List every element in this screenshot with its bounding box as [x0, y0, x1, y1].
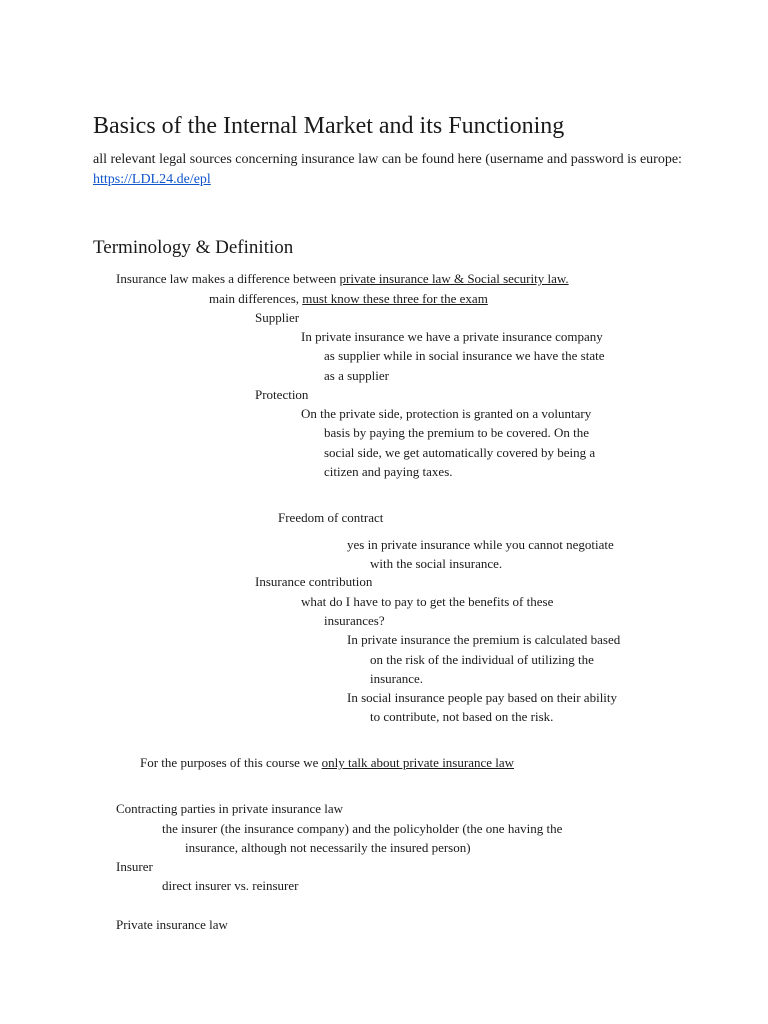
- text-line: [140, 753, 514, 772]
- epl-link[interactable]: https://LDL24.de/epl: [93, 172, 211, 187]
- underlined-text: private insurance law & Social security law.: [339, 271, 569, 286]
- text-line: to contribute, not based on the risk.: [370, 709, 554, 724]
- line-text: main differences,: [209, 291, 303, 306]
- underlined-text: only talk about private insurance law: [321, 755, 515, 770]
- text-line: on the risk of the individual of utilizing the: [370, 652, 594, 667]
- text-line: insurance, although not necessarily the insured person): [185, 840, 471, 855]
- section-heading: Terminology & Definition: [93, 237, 294, 258]
- text-line: with the social insurance.: [370, 556, 503, 571]
- text-line: what do I have to pay to get the benefits of these: [301, 594, 554, 609]
- text-line: basis by paying the premium to be covered. On the: [324, 425, 589, 440]
- list-heading-insurance-contribution: Insurance contribution: [255, 574, 373, 589]
- text-line: insurances?: [324, 613, 385, 628]
- line-text: Insurance law makes a difference between: [116, 271, 340, 286]
- text-line: [209, 289, 488, 308]
- underlined-text: must know these three for the exam: [302, 291, 488, 306]
- text-line: Insurer: [116, 859, 153, 874]
- list-heading-supplier: Supplier: [255, 310, 300, 325]
- text-line: Private insurance law: [116, 917, 228, 932]
- text-line: as a supplier: [324, 368, 389, 383]
- text-line: insurance.: [370, 671, 424, 686]
- text-line: In social insurance people pay based on their ability: [347, 690, 618, 705]
- text-line: In private insurance the premium is calculated based: [347, 632, 621, 647]
- line-text: For the purposes of this course we: [140, 755, 322, 770]
- intro-paragraph: [93, 150, 693, 190]
- text-line: In private insurance we have a private insurance company: [301, 329, 603, 344]
- text-line: Contracting parties in private insurance law: [116, 801, 344, 816]
- text-line: as supplier while in social insurance we have the state: [324, 348, 605, 363]
- text-line: direct insurer vs. reinsurer: [162, 878, 299, 893]
- text-line: On the private side, protection is granted on a voluntary: [301, 406, 592, 421]
- text-line: the insurer (the insurance company) and the policyholder (the one having the: [162, 821, 563, 836]
- text-line: yes in private insurance while you cannot negotiate: [347, 537, 614, 552]
- text-line: citizen and paying taxes.: [324, 464, 453, 479]
- document-title: Basics of the Internal Market and its Functioning: [93, 113, 565, 139]
- list-heading-freedom-of-contract: Freedom of contract: [278, 510, 384, 525]
- intro-text: all relevant legal sources concerning insurance law can be found here (username and password is europe:: [93, 152, 682, 167]
- list-heading-protection: Protection: [255, 387, 309, 402]
- text-line: [116, 269, 569, 288]
- text-line: social side, we get automatically covered by being a: [324, 445, 596, 460]
